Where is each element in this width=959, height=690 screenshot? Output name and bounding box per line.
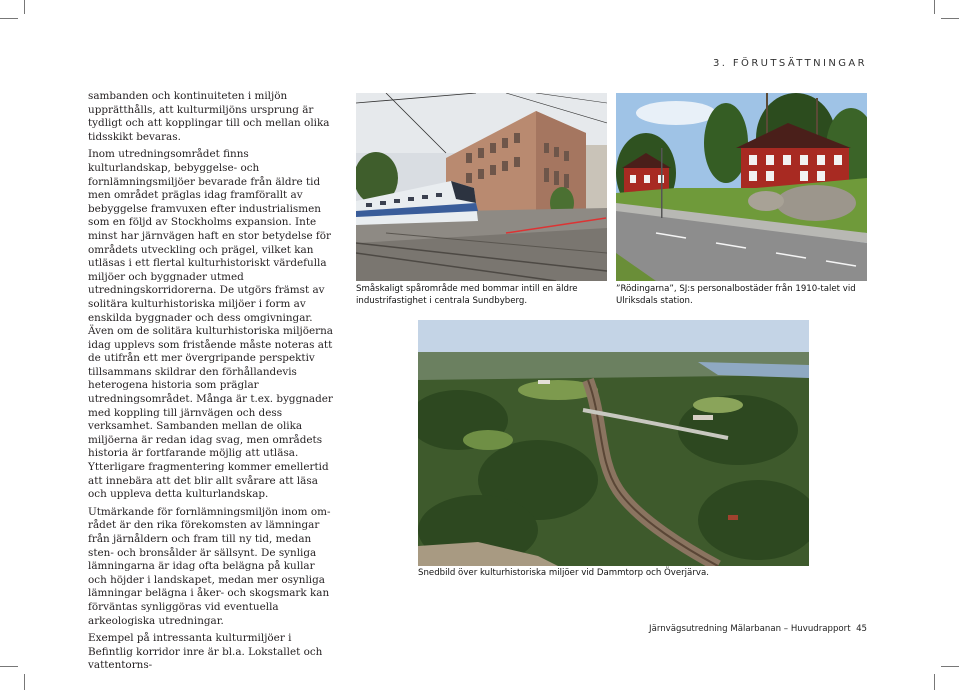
body-paragraph: Inom utredningsområdet finns kulturlandskap, bebyggelse- och fornlämningsmiljöer bevarade från äldre tid men området präglas idag framförallt av bebyggelse framvuxen efter industrialismen som en följd av Stockholms expansion. Inte minst har järnvägen haft en stor betydelse för områdets utveckling och prägel, vilket kan utläsas i ett flertal kulturhistoriskt värdefulla miljöer och byggnader utmed utredningskorridorerna. De utgörs främst av solitära kulturhistoriska miljöer i form av enskilda byggnader och dess omgivningar. Även om de solitära kulturhistoriska miljöerna idag upplevs som fristående måste noteras att de utifrån ett mer övergripande perspektiv tillsammans skildrar den förhållandevis heterogena historia som präglar utredningsområdet. Många är t.ex. byggnader med koppling till järnvägen och dess verksamhet. Sambanden mellan de olika miljöerna är redan idag svag, men områdets historia är fortfarande möjlig att utläsa. Ytterligare fragmentering kommer emellertid att innebära att det blir allt svårare att läsa och uppleva detta kulturlandskap. xyxy=(88,148,334,501)
body-paragraph: Utmärkande för fornlämningsmiljön inom området är den rika förekomsten av lämningar från järnåldern och fram till ny tid, medan sten- och bronsålder är sällsynt. De synliga lämningarna är idag ofta belägna på kullar och höjder i landskapet, medan mer osynliga lämningar belägna i åker- och skogsmark kan förväntas synliggöras vid eventuella arkeologiska utredningar. xyxy=(88,505,331,627)
body-paragraph: sambanden och kontinuiteten i miljön upprätthålls, att kulturmiljöns ursprung är tydligt och att kopplingar till och mellan olika tidsskikt bevaras. xyxy=(88,90,330,143)
crop-mark xyxy=(0,666,18,667)
crop-mark xyxy=(24,674,25,690)
crop-mark xyxy=(24,0,25,14)
section-header: 3. FÖRUTSÄTTNINGAR xyxy=(712,58,867,69)
body-text xyxy=(88,90,334,677)
body-paragraph: Exempel på intressanta kulturmiljöer i Befintlig korridor inre är bl.a. Lokstallet och vattentorns- xyxy=(88,632,323,672)
caption-sundbyberg: Småskaligt spårområde med bommar intill en äldre industrifastighet i centrala Sundbyberg. xyxy=(356,284,578,306)
photo-rodingarna xyxy=(616,93,867,281)
crop-mark xyxy=(934,674,935,690)
page-footer xyxy=(649,624,867,634)
caption-rodingarna: ”Rödingarna”, SJ:s personalbostäder från 1910-talet vid Ulriksdals station. xyxy=(616,284,856,306)
footer-title: Järnvägsutredning Mälarbanan – Huvudrapport xyxy=(649,624,851,634)
caption-aerial: Snedbild över kulturhistoriska miljöer vid Dammtorp och Överjärva. xyxy=(418,568,709,578)
crop-mark xyxy=(934,0,935,14)
photo-sundbyberg-train xyxy=(356,93,607,281)
photo-aerial-dammtorp xyxy=(418,320,809,566)
crop-mark xyxy=(941,18,959,19)
crop-mark xyxy=(0,18,18,19)
page-number: 45 xyxy=(856,624,867,634)
crop-mark xyxy=(941,666,959,667)
